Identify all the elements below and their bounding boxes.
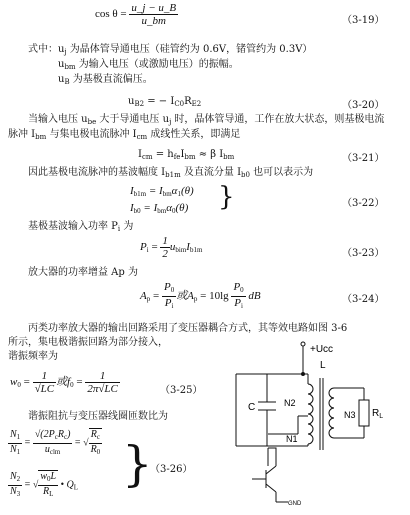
text: 时，晶体管导通，工作在放大状态，则基极电流 xyxy=(171,114,385,125)
eq22-brace: } xyxy=(218,182,235,212)
text: 成线性关系，即满足 xyxy=(147,129,241,140)
eq22-row2 xyxy=(130,201,194,218)
text: = xyxy=(22,479,33,491)
n3-label: N3 xyxy=(344,410,356,420)
equation-3-25 xyxy=(10,370,120,395)
subscript: 1 xyxy=(177,190,181,198)
para-symbol-uj xyxy=(28,43,312,59)
eqno-3-19: （3-19） xyxy=(342,15,385,26)
text: 为输入电压（或激励电压）的振幅。 xyxy=(75,59,239,70)
para-output-line1: 丙类功率放大器的输出回路采用了变压器耦合方式，其等效电路如图 3-6 xyxy=(28,323,348,334)
text: = xyxy=(148,241,161,254)
subscript: b1m xyxy=(133,190,147,198)
subscript: i xyxy=(171,302,174,310)
text: = xyxy=(20,376,33,389)
eq26-ratio2 xyxy=(8,471,22,500)
subscript: bm xyxy=(64,63,76,71)
equation-3-23 xyxy=(140,235,202,260)
text: u xyxy=(58,74,65,85)
n2-label: N2 xyxy=(284,398,296,408)
vcc-terminal xyxy=(301,342,305,346)
subscript: B xyxy=(64,78,70,86)
text: √(2P xyxy=(34,428,55,440)
subscript: c xyxy=(54,432,58,441)
text: 式中：u xyxy=(28,44,65,55)
text: = xyxy=(150,290,162,303)
text: I xyxy=(130,185,134,197)
denominator: √LC xyxy=(34,383,55,395)
subscript: fe xyxy=(173,153,181,161)
eqno-3-24: （3-24） xyxy=(342,294,385,305)
subscript: i xyxy=(240,302,243,310)
circuit-diagram xyxy=(228,338,408,510)
text: w xyxy=(10,376,18,389)
text: u xyxy=(128,96,135,107)
primary-coil xyxy=(308,384,313,444)
text: α xyxy=(166,202,172,214)
text: I xyxy=(130,202,134,214)
subscript: be xyxy=(87,118,97,126)
eqno-3-21: （3-21） xyxy=(342,153,385,164)
text: A xyxy=(140,290,147,303)
transistor-collector xyxy=(266,466,276,474)
subscript: 1 xyxy=(16,447,21,456)
text: 放大器的功率增益 Ap 为 xyxy=(28,267,138,278)
text: P xyxy=(234,297,241,309)
text: 大于导通电压 u xyxy=(96,114,170,125)
text: u xyxy=(58,59,65,70)
subscript: 0 xyxy=(46,475,51,483)
text: 为晶体管导通电压（硅管约为 0.6V，锗管约为 0.3V） xyxy=(66,44,313,55)
subscript: 2 xyxy=(16,474,21,483)
load-label xyxy=(372,408,383,420)
para-fundamental xyxy=(28,166,313,182)
para-symbol-ubm xyxy=(58,58,239,74)
text: 为基极直流偏压。 xyxy=(69,74,153,85)
text: N xyxy=(10,428,17,440)
para-conduction-line2 xyxy=(8,128,240,144)
eq23-fraction xyxy=(160,235,170,260)
para-input-power xyxy=(28,220,133,236)
n1-label: N1 xyxy=(286,434,298,444)
eq19-fraction xyxy=(129,2,178,27)
numerator: 1 xyxy=(162,235,168,247)
text: N xyxy=(10,443,17,455)
text: = xyxy=(73,376,86,389)
subscript: bm xyxy=(35,133,47,141)
equation-3-20 xyxy=(128,95,201,111)
eq22-row1 xyxy=(130,184,194,201)
subscript: b1m xyxy=(189,246,203,255)
text: = xyxy=(72,437,84,449)
text: w xyxy=(40,471,47,482)
para-symbol-ub xyxy=(58,73,153,89)
subscript: c xyxy=(63,432,68,441)
text: 为 xyxy=(120,221,134,232)
text: = − I xyxy=(144,96,175,107)
subscript: c xyxy=(96,433,100,441)
text: 也可以表示为 xyxy=(249,167,314,178)
text: = I xyxy=(140,202,158,214)
equation-3-22 xyxy=(130,184,194,218)
load-sub: L xyxy=(379,413,384,420)
text: = 10lg xyxy=(197,290,229,303)
text: 因此基极电流脉冲的基波幅度 I xyxy=(28,167,166,178)
eqno-3-26: （3-26） xyxy=(150,464,193,475)
subscript: 0 xyxy=(172,207,176,215)
subscript: bm xyxy=(184,153,196,161)
subscript: 1 xyxy=(16,432,21,441)
subscript: b0 xyxy=(133,207,141,215)
denominator: 2 xyxy=(162,248,168,260)
subscript: 3 xyxy=(16,489,21,498)
eq24-fraction1 xyxy=(162,281,176,312)
text: R xyxy=(90,429,97,440)
denominator: 2π√LC xyxy=(87,383,118,395)
equation-3-24 xyxy=(140,281,261,312)
subscript: j xyxy=(64,48,67,56)
text: I xyxy=(180,149,185,160)
text: P xyxy=(233,281,241,293)
subscript: bm xyxy=(223,153,235,161)
eq26-ratio1 xyxy=(8,429,22,458)
vcc-label: +Ucc xyxy=(310,344,334,355)
text: 当输入电压 u xyxy=(28,114,88,125)
text: • Q xyxy=(58,479,74,491)
text: P xyxy=(140,241,147,254)
eqno-3-23: （3-23） xyxy=(342,248,385,259)
subscript: cm xyxy=(141,153,153,161)
subscript: b0 xyxy=(241,171,250,179)
text: R xyxy=(57,428,64,440)
eq26-r-ratio xyxy=(89,428,103,458)
eq26-brace: } xyxy=(122,436,153,492)
text: R xyxy=(184,96,192,107)
subscript: cm xyxy=(136,133,148,141)
subscript: bm xyxy=(157,207,167,215)
para-conduction-line1 xyxy=(28,113,384,129)
text: N xyxy=(10,485,17,497)
transistor-emitter xyxy=(266,484,276,492)
gnd-label: GND xyxy=(288,501,302,507)
eq26-row2: $\frac{N_2}{N_3}$ = √ $\frac{w_0L}{R_L}$ • $Q_L$ xyxy=(10,470,79,498)
eq26-sqrt-fraction xyxy=(33,429,73,458)
equation-3-26 xyxy=(8,428,102,506)
eq19-lhs: cos θ = xyxy=(95,8,127,21)
text: ≈ β I xyxy=(195,149,224,160)
text: 或A xyxy=(176,290,194,303)
para-output-line3: 谐振频率为 xyxy=(8,351,58,362)
text: 或f xyxy=(56,376,71,389)
eq26-wl-ratio xyxy=(38,470,58,500)
collector-link xyxy=(268,448,276,466)
subscript: 0 xyxy=(240,286,244,294)
eqno-3-20: （3-20） xyxy=(342,100,385,111)
text: u xyxy=(169,241,176,254)
subscript: i xyxy=(146,246,149,255)
text: P xyxy=(164,297,172,309)
text: = I xyxy=(146,185,163,197)
eq19-denominator: u_bm xyxy=(141,15,166,27)
text: L xyxy=(50,471,57,482)
text: N xyxy=(10,470,17,482)
text: = xyxy=(22,437,33,449)
text: R xyxy=(90,444,97,455)
eq25-fraction1 xyxy=(33,370,57,395)
subscript: 0 xyxy=(17,381,21,390)
eqno-3-22: （3-22） xyxy=(342,198,385,209)
text: ) xyxy=(67,428,71,440)
inductor-label: L xyxy=(320,360,326,371)
para-output-line2: 所示，集电极谐振回路为部分接入， xyxy=(8,337,168,348)
text: (θ) xyxy=(175,202,189,214)
subscript: 0 xyxy=(70,381,74,390)
subscript: b1m xyxy=(165,171,181,179)
eq26-row1: $\frac{N_1}{N_1}$ = $\frac{√(2P_cR_c)}{u_{clm}}$ = √ $\frac{R_c}{R_0}$ xyxy=(10,428,101,456)
eq25-fraction2 xyxy=(85,370,120,395)
subscript: 0 xyxy=(96,448,101,456)
subscript: B2 xyxy=(134,100,145,108)
subscript: bm xyxy=(162,190,172,198)
load-r: R xyxy=(372,408,380,419)
equation-3-21 xyxy=(138,148,234,164)
subscript: bim xyxy=(175,246,187,255)
subscript: 0 xyxy=(170,286,175,294)
text: dB xyxy=(245,290,261,303)
text: α xyxy=(171,185,178,197)
text: 基极基波输入功率 P xyxy=(28,221,118,232)
subscript: j xyxy=(169,118,172,126)
text: I xyxy=(138,149,142,160)
text: = h xyxy=(152,149,174,160)
text: u xyxy=(44,443,50,455)
para-power-gain xyxy=(28,266,138,279)
equation-3-19 xyxy=(95,2,178,27)
text: R xyxy=(42,486,50,497)
text: 脉冲 I xyxy=(8,129,36,140)
load-resistor xyxy=(359,400,369,426)
junction-dot xyxy=(302,373,305,376)
eq24-fraction2 xyxy=(231,281,245,312)
text: (θ) xyxy=(180,185,194,197)
text: 与集电极电流脉冲 I xyxy=(46,129,137,140)
secondary-coil xyxy=(329,388,334,438)
subscript: L xyxy=(49,490,54,498)
numerator: 1 xyxy=(85,370,120,383)
subscript: C0 xyxy=(174,100,185,108)
subscript: i xyxy=(117,225,121,233)
text: I xyxy=(186,241,190,254)
subscript: clm xyxy=(49,447,61,456)
eqno-3-25: （3-25） xyxy=(160,385,203,396)
text: P xyxy=(163,281,171,293)
subscript: p xyxy=(146,295,151,304)
subscript: E2 xyxy=(191,100,202,108)
text: 及直流分量 I xyxy=(180,167,242,178)
numerator: 1 xyxy=(33,370,57,383)
subscript: p xyxy=(193,295,198,304)
para-impedance: 谐振阻抗与变压器线圈匝数比为 xyxy=(28,411,168,422)
eq19-numerator: u_j − u_B xyxy=(131,2,177,14)
subscript: L xyxy=(73,483,79,492)
cap-label: C xyxy=(248,402,256,413)
